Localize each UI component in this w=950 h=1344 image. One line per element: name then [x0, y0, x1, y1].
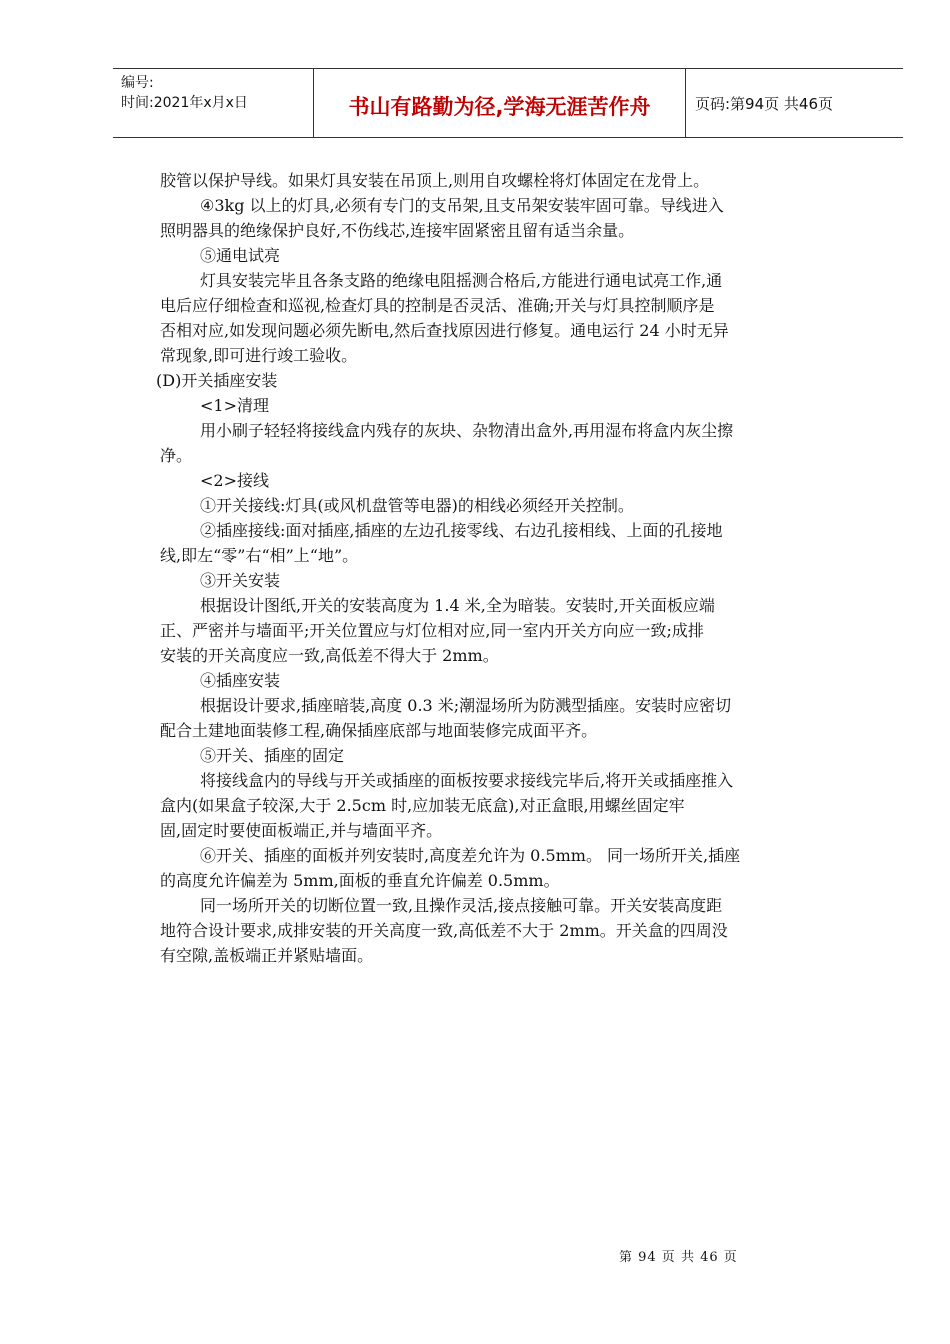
header-page-label: 页码:第94页 共46页: [695, 94, 833, 113]
code-label: 编号:: [121, 75, 154, 91]
header-motto: 书山有路勤为径,学海无涯苦作舟: [314, 69, 686, 137]
text-line: 否相对应,如发现问题必须先断电,然后查找原因进行修复。通电运行 24 小时无异: [160, 321, 729, 340]
text-line: 常现象,即可进行竣工验收。: [160, 346, 358, 365]
text-line: ②插座接线:面对插座,插座的左边孔接零线、右边孔接相线、上面的孔接地: [200, 521, 723, 540]
text-line: 将接线盒内的导线与开关或插座的面板按要求接线完毕后,将开关或插座推入: [200, 771, 734, 790]
text-line: 安装的开关高度应一致,高低差不得大于 2mm。: [160, 646, 499, 665]
text-line: <1>清理: [200, 396, 269, 415]
document-body: [156, 168, 860, 968]
text-line: 正、严密并与墙面平;开关位置应与灯位相对应,同一室内开关方向应一致;成排: [160, 621, 704, 640]
text-line: <2>接线: [200, 471, 269, 490]
text-line: 地符合设计要求,成排安装的开关高度一致,高低差不大于 2mm。开关盒的四周没: [160, 921, 728, 940]
text-line: ④插座安装: [200, 671, 281, 690]
text-line: 有空隙,盖板端正并紧贴墙面。: [160, 946, 374, 965]
text-line: 配合土建地面装修工程,确保插座底部与地面装修完成面平齐。: [160, 721, 598, 740]
text-line: ④3kg 以上的灯具,必须有专门的支吊架,且支吊架安装牢固可靠。导线进入: [200, 196, 724, 215]
text-line: 盒内(如果盒子较深,大于 2.5cm 时,应加装无底盒),对正盒眼,用螺丝固定牢: [160, 796, 685, 815]
text-line: 电后应仔细检查和巡视,检查灯具的控制是否灵活、准确;开关与灯具控制顺序是: [160, 296, 715, 315]
text-line: 照明器具的绝缘保护良好,不伤线芯,连接牢固紧密且留有适当余量。: [160, 221, 635, 240]
text-line: 根据设计图纸,开关的安装高度为 1.4 米,全为暗装。安装时,开关面板应端: [200, 596, 715, 615]
time-label: 时间:2021年x月x日: [121, 95, 248, 111]
text-line: ⑥开关、插座的面板并列安装时,高度差允许为 0.5mm。 同一场所开关,插座: [200, 846, 741, 865]
text-line: 的高度允许偏差为 5mm,面板的垂直允许偏差 0.5mm。: [160, 871, 560, 890]
header-meta: [113, 69, 314, 137]
text-line: 同一场所开关的切断位置一致,且操作灵活,接点接触可靠。开关安装高度距: [200, 896, 723, 915]
text-line: ③开关安装: [200, 571, 281, 590]
page-header: [113, 68, 903, 138]
text-line: ⑤开关、插座的固定: [200, 746, 345, 765]
text-line: 线,即左“零”右“相”上“地”。: [160, 546, 359, 565]
text-line: 胶管以保护导线。如果灯具安装在吊顶上,则用自攻螺栓将灯体固定在龙骨上。: [160, 171, 710, 190]
text-line: ⑤通电试亮: [200, 246, 281, 265]
text-line: 根据设计要求,插座暗装,高度 0.3 米;潮湿场所为防溅型插座。安装时应密切: [200, 696, 732, 715]
page-footer: 第 94 页 共 46 页: [619, 1250, 738, 1265]
text-line: 用小刷子轻轻将接线盒内残存的灰块、杂物清出盒外,再用湿布将盒内灰尘擦: [200, 421, 734, 440]
section-heading: (D)开关插座安装: [156, 371, 278, 390]
text-line: 固,固定时要使面板端正,并与墙面平齐。: [160, 821, 443, 840]
text-line: ①开关接线:灯具(或风机盘管等电器)的相线必须经开关控制。: [200, 496, 634, 515]
text-line: 灯具安装完毕且各条支路的绝缘电阻摇测合格后,方能进行通电试亮工作,通: [200, 271, 723, 290]
text-line: 净。: [160, 446, 193, 465]
